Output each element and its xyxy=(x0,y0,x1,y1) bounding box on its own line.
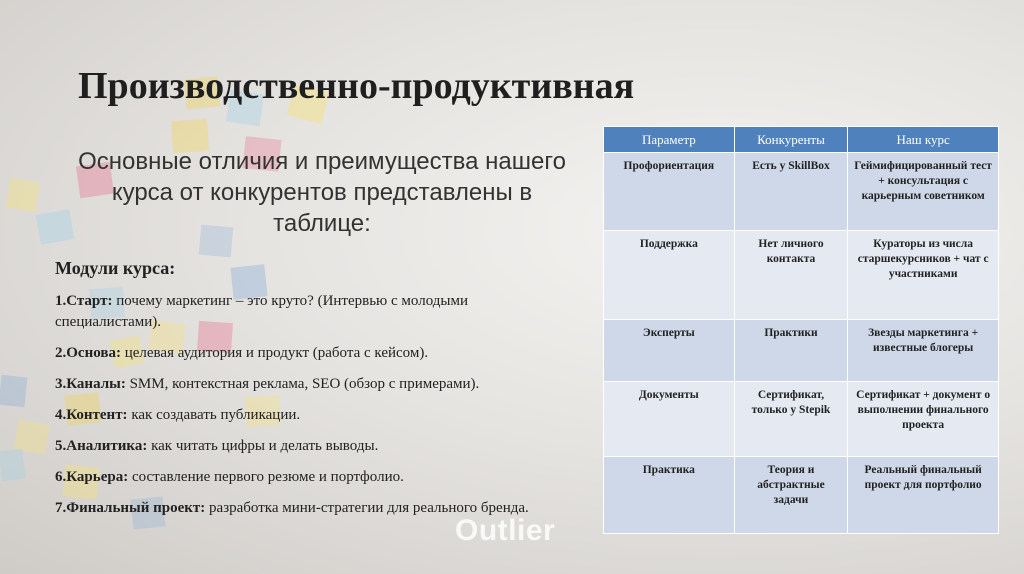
header-our-course: Наш курс xyxy=(848,127,999,153)
slide-subtitle: Основные отличия и преимущества нашего курса от конкурентов представлены в таблице: xyxy=(78,148,566,237)
table-cell: Кураторы из числа старшекурсников + чат с участниками xyxy=(848,231,999,320)
modules-section xyxy=(55,258,565,529)
module-item-start xyxy=(55,291,565,333)
outlier-watermark: Outlier xyxy=(455,514,556,547)
module-label: 4.Контент: xyxy=(55,407,128,423)
module-label: 7.Финальный проект: xyxy=(55,500,206,516)
table-cell: Сертификат, только у Stepik xyxy=(734,382,848,457)
table-cell: Документы xyxy=(604,382,735,457)
module-text: как читать цифры и делать выводы. xyxy=(147,438,379,454)
module-item-content xyxy=(55,405,565,426)
table-cell: Нет личного контакта xyxy=(734,231,848,320)
sticky-note xyxy=(6,178,41,213)
table-cell: Сертификат + документ о выполнении финального проекта xyxy=(848,382,999,457)
header-parameter: Параметр xyxy=(604,127,735,153)
module-label: 3.Каналы: xyxy=(55,376,126,392)
module-text: как создавать публикации. xyxy=(127,407,301,423)
table-cell: Звезды маркетинга + известные блогеры xyxy=(848,320,999,382)
module-text: разработка мини-стратегии для реального бренда. xyxy=(205,500,529,516)
module-text: SMM, контекстная реклама, SEO (обзор с примерами). xyxy=(125,376,480,392)
module-label: 5.Аналитика: xyxy=(55,438,148,454)
table-row xyxy=(604,153,999,231)
table-header-row xyxy=(604,127,999,153)
slide-title: Производственно-продуктивная xyxy=(78,65,635,107)
header-competitors: Конкуренты xyxy=(734,127,848,153)
table-cell: Практики xyxy=(734,320,848,382)
module-label: 6.Карьера: xyxy=(55,469,129,485)
module-text: составление первого резюме и портфолио. xyxy=(128,469,404,485)
module-item-channels xyxy=(55,374,565,395)
table-row xyxy=(604,457,999,534)
modules-heading: Модули курса: xyxy=(55,258,176,278)
module-text: почему маркетинг – это круто? (Интервью с молодыми специалистами). xyxy=(55,293,468,330)
module-label: 2.Основа: xyxy=(55,345,121,361)
module-text: целевая аудитория и продукт (работа с кейсом). xyxy=(120,345,429,361)
table-row xyxy=(604,231,999,320)
table-row xyxy=(604,320,999,382)
table-cell: Поддержка xyxy=(604,231,735,320)
module-label: 1.Старт: xyxy=(55,293,113,309)
table-cell: Есть у SkillBox xyxy=(734,153,848,231)
module-item-career xyxy=(55,467,565,488)
table-cell: Теория и абстрактные задачи xyxy=(734,457,848,534)
sticky-note xyxy=(0,375,27,408)
table-cell: Профориентация xyxy=(604,153,735,231)
table-cell: Геймифицированный тест + консультация с карьерным советником xyxy=(848,153,999,231)
module-item-basics xyxy=(55,343,565,364)
table-cell: Реальный финальный проект для портфолио xyxy=(848,457,999,534)
sticky-note xyxy=(0,448,26,481)
module-item-analytics xyxy=(55,436,565,457)
comparison-table xyxy=(603,126,999,534)
table-cell: Практика xyxy=(604,457,735,534)
table-cell: Эксперты xyxy=(604,320,735,382)
table-row xyxy=(604,382,999,457)
